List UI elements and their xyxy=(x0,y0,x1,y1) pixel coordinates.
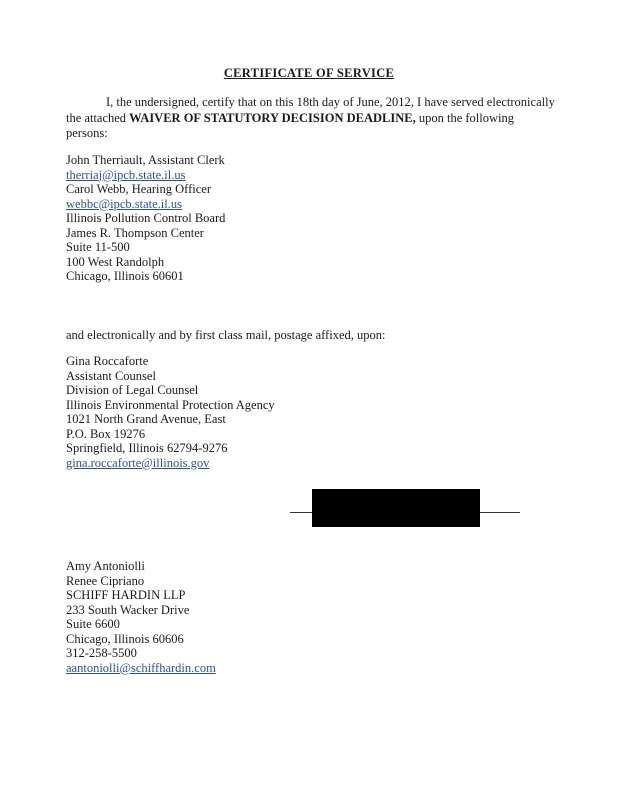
signature-line-left xyxy=(290,512,312,513)
certificate-title: CERTIFICATE OF SERVICE xyxy=(223,66,395,80)
address-org: Illinois Pollution Control Board xyxy=(66,211,226,225)
signature-line-right xyxy=(480,512,520,513)
recipient-agency: Illinois Environmental Protection Agency xyxy=(66,397,275,412)
recipient-title: Assistant Counsel xyxy=(66,368,156,383)
email-link-roccaforte[interactable]: gina.roccaforte@illinois.gov xyxy=(66,455,210,470)
recipient-block-ipcb xyxy=(66,153,225,284)
recipient-division: Division of Legal Counsel xyxy=(66,383,199,397)
intro-paragraph xyxy=(66,95,556,142)
law-firm-name: SCHIFF HARDIN LLP xyxy=(66,588,186,602)
recipient-block-schiff-hardin xyxy=(66,559,216,675)
address-city: Chicago, Illinois 60601 xyxy=(66,269,184,283)
address-city: Springfield, Illinois 62794-9276 xyxy=(66,441,228,455)
intro-after: upon the following persons: xyxy=(66,110,514,140)
address-suite: Suite 11-500 xyxy=(66,240,130,254)
address-city: Chicago, Illinois 60606 xyxy=(66,631,184,646)
email-link-therriault[interactable]: therriaj@ipcb.state.il.us xyxy=(66,167,186,182)
address-building: James R. Thompson Center xyxy=(66,225,204,240)
recipient-name-antoniolli: Amy Antoniolli xyxy=(66,559,145,573)
email-link-webb[interactable]: webbc@ipcb.state.il.us xyxy=(66,196,182,211)
redacted-signature xyxy=(312,489,480,527)
address-suite: Suite 6600 xyxy=(66,617,120,631)
phone-number: 312-258-5500 xyxy=(66,646,137,660)
document-title: WAIVER OF STATUTORY DECISION DEADLINE, xyxy=(129,110,416,125)
address-street: 100 West Randolph xyxy=(66,254,165,269)
address-street: 1021 North Grand Avenue, East xyxy=(66,412,226,426)
recipient-name-clerk: John Therriault, Assistant Clerk xyxy=(66,153,225,167)
address-po-box: P.O. Box 19276 xyxy=(66,426,146,441)
recipient-block-iepa xyxy=(66,354,275,470)
intro-before: I, the undersigned, certify that on this 18th day of June, 2012, I have served electronically the attached xyxy=(66,95,555,125)
service-method-text: and electronically and by first class mail, postage affixed, upon: xyxy=(66,328,386,342)
email-link-antoniolli[interactable]: aantoniolli@schiffhardin.com xyxy=(66,660,216,675)
recipient-name-cipriano: Renee Cipriano xyxy=(66,573,145,588)
address-street: 233 South Wacker Drive xyxy=(66,602,190,617)
recipient-name-hearing-officer: Carol Webb, Hearing Officer xyxy=(66,182,212,196)
recipient-name-roccaforte: Gina Roccaforte xyxy=(66,354,149,368)
